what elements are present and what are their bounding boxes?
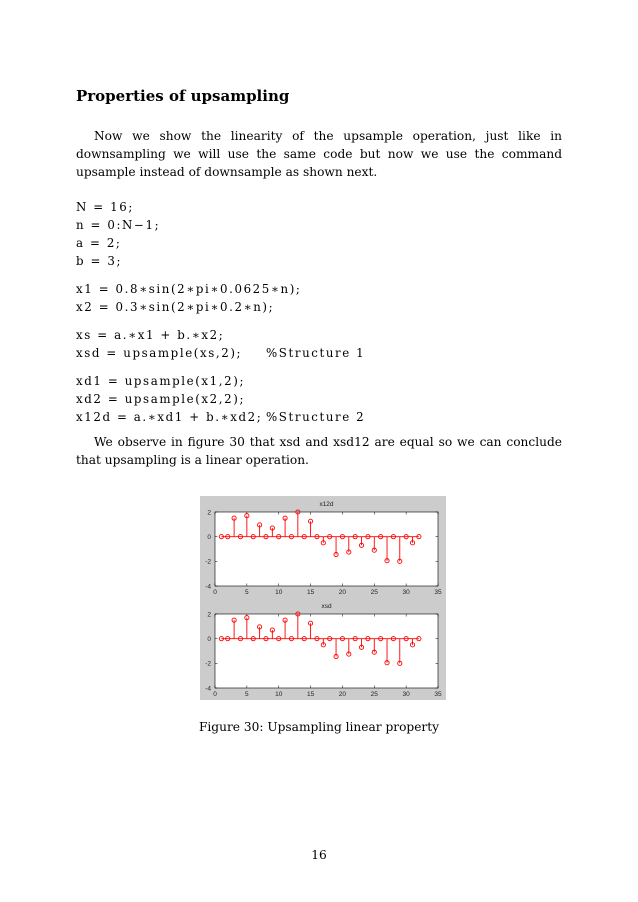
x-tick-label: 30 <box>402 691 410 698</box>
x-tick-label: 35 <box>434 589 442 596</box>
code-line: xd2 = upsample(x2,2); <box>76 392 246 406</box>
code-line: N = 16; <box>76 200 134 214</box>
x-tick-label: 20 <box>338 691 347 698</box>
plot-title: xsd <box>321 603 332 610</box>
page-number: 16 <box>311 848 327 862</box>
y-tick-label: 2 <box>207 509 211 517</box>
code-line: x2 = 0.3∗sin(2∗pi∗0.2∗n); <box>76 300 275 314</box>
x-tick-label: 10 <box>275 691 283 698</box>
x-tick-label: 15 <box>306 589 315 596</box>
y-tick-label: -2 <box>205 660 211 668</box>
x-tick-label: 25 <box>370 691 378 698</box>
code-line: x12d = a.∗xd1 + b.∗xd2; <box>76 410 263 424</box>
y-tick-label: -4 <box>205 685 211 693</box>
x-tick-label: 30 <box>402 589 410 596</box>
x-tick-label: 10 <box>275 589 283 596</box>
y-tick-label: -4 <box>205 583 211 591</box>
x-tick-label: 35 <box>434 691 442 698</box>
intro-paragraph: Now we show the linearity of the upsample operation, just like in downsampling we will use the same code but now we use the command upsample instead of downsample as shown next. <box>76 129 562 179</box>
y-tick-label: 0 <box>207 533 211 541</box>
y-tick-label: -2 <box>205 558 211 566</box>
plot-area <box>215 614 438 688</box>
code-comment: %Structure 1 <box>266 346 366 360</box>
code-line: x1 = 0.8∗sin(2∗pi∗0.0625∗n); <box>76 282 302 296</box>
code-line: xd1 = upsample(x1,2); <box>76 374 246 388</box>
y-tick-label: 2 <box>207 611 211 619</box>
x-tick-label: 0 <box>213 691 217 698</box>
code-line: a = 2; <box>76 236 122 250</box>
x-tick-label: 0 <box>213 589 217 596</box>
code-comment: %Structure 2 <box>266 410 366 424</box>
code-line: xsd = upsample(xs,2); <box>76 346 243 360</box>
x-tick-label: 5 <box>245 589 249 596</box>
figure-caption: Figure 30: Upsampling linear property <box>198 720 440 734</box>
x-tick-label: 15 <box>306 691 315 698</box>
x-tick-label: 25 <box>370 589 378 596</box>
y-tick-label: 0 <box>207 635 211 643</box>
x-tick-label: 5 <box>245 691 249 698</box>
plot-title: x12d <box>319 501 334 508</box>
code-line: xs = a.∗x1 + b.∗x2; <box>76 328 225 342</box>
plot-area <box>215 512 438 586</box>
code-line: n = 0:N−1; <box>76 218 161 232</box>
code-line: b = 3; <box>76 254 123 268</box>
x-tick-label: 20 <box>338 589 347 596</box>
conclusion-paragraph: We observe in figure 30 that xsd and xsd12 are equal so we can conclude that upsampling is a linear operation. <box>76 435 562 467</box>
section-title: Properties of upsampling <box>76 87 290 105</box>
